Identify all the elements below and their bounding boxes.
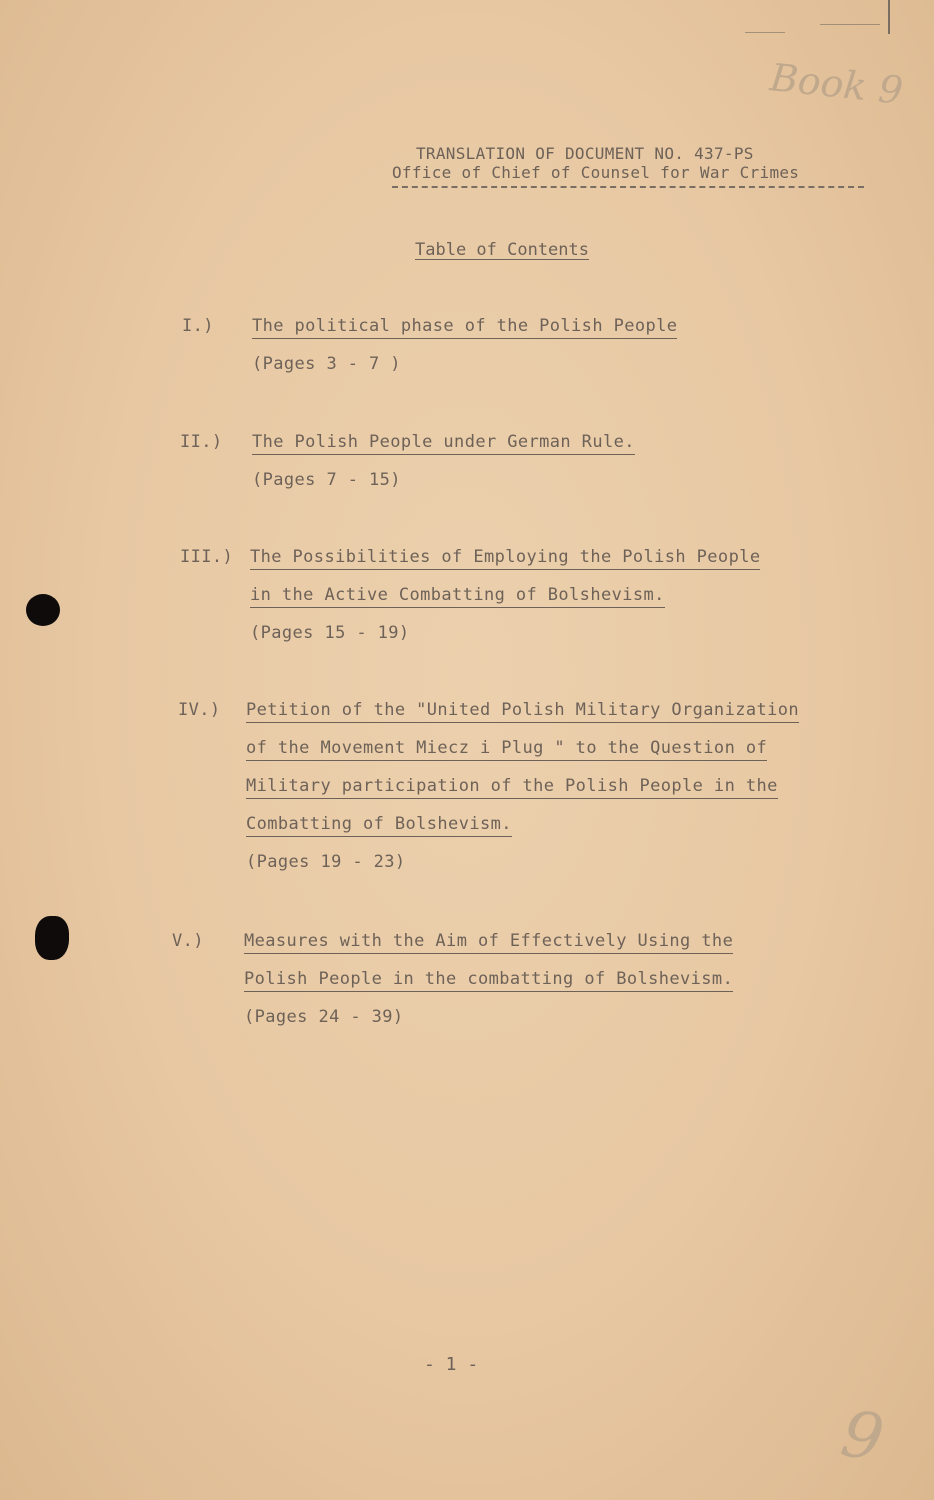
punch-hole-upper xyxy=(26,594,60,626)
header-translation-line: TRANSLATION OF DOCUMENT NO. 437-PS xyxy=(416,144,754,163)
toc-entry-number: III.) xyxy=(180,547,234,567)
edge-mark xyxy=(820,24,880,25)
toc-entry-body xyxy=(252,316,677,392)
toc-entry-body xyxy=(250,547,760,661)
toc-title: Table of Contents xyxy=(415,240,589,260)
toc-entry-title-line: of the Movement Miecz i Plug " to the Question of xyxy=(246,738,799,776)
toc-entry-pages: (Pages 15 - 19) xyxy=(250,623,410,643)
toc-entry-number: II.) xyxy=(180,432,223,452)
toc-entry-title-line: The political phase of the Polish People xyxy=(252,316,677,354)
toc-entry-pages: (Pages 3 - 7 ) xyxy=(252,354,401,374)
toc-entry-title-line: Polish People in the combatting of Bolshevism. xyxy=(244,969,733,1007)
header-dashed-rule xyxy=(392,186,864,188)
toc-entry-title-line: Military participation of the Polish People in the xyxy=(246,776,799,814)
toc-entry-number: I.) xyxy=(182,316,214,336)
toc-entry-pages: (Pages 19 - 23) xyxy=(246,852,406,872)
toc-entry-title-line: Measures with the Aim of Effectively Using the xyxy=(244,931,733,969)
toc-entry-pages: (Pages 7 - 15) xyxy=(252,470,401,490)
toc-entry-number: V.) xyxy=(172,931,204,951)
toc-entry-number: IV.) xyxy=(178,700,221,720)
toc-entry-body xyxy=(246,700,799,890)
document-header xyxy=(392,144,872,188)
toc-entry-body xyxy=(244,931,733,1045)
pencil-annotation-corner: Book 9 xyxy=(768,55,905,113)
edge-mark xyxy=(888,0,890,34)
toc-entry-title-line: The Possibilities of Employing the Polish People xyxy=(250,547,760,585)
toc-entry-title-line: Combatting of Bolshevism. xyxy=(246,814,799,852)
header-office-line: Office of Chief of Counsel for War Crimes xyxy=(392,163,800,182)
toc-entry-title-line: in the Active Combatting of Bolshevism. xyxy=(250,585,760,623)
pencil-annotation-bottom: 9 xyxy=(835,1397,889,1477)
page-number: - 1 - xyxy=(424,1354,479,1375)
toc-entry-title-line: Petition of the "United Polish Military Organization xyxy=(246,700,799,738)
punch-hole-lower xyxy=(35,916,69,960)
toc-entry-title-line: The Polish People under German Rule. xyxy=(252,432,635,470)
edge-mark xyxy=(745,32,785,33)
toc-entry-body xyxy=(252,432,635,508)
toc-entry-pages: (Pages 24 - 39) xyxy=(244,1007,404,1027)
